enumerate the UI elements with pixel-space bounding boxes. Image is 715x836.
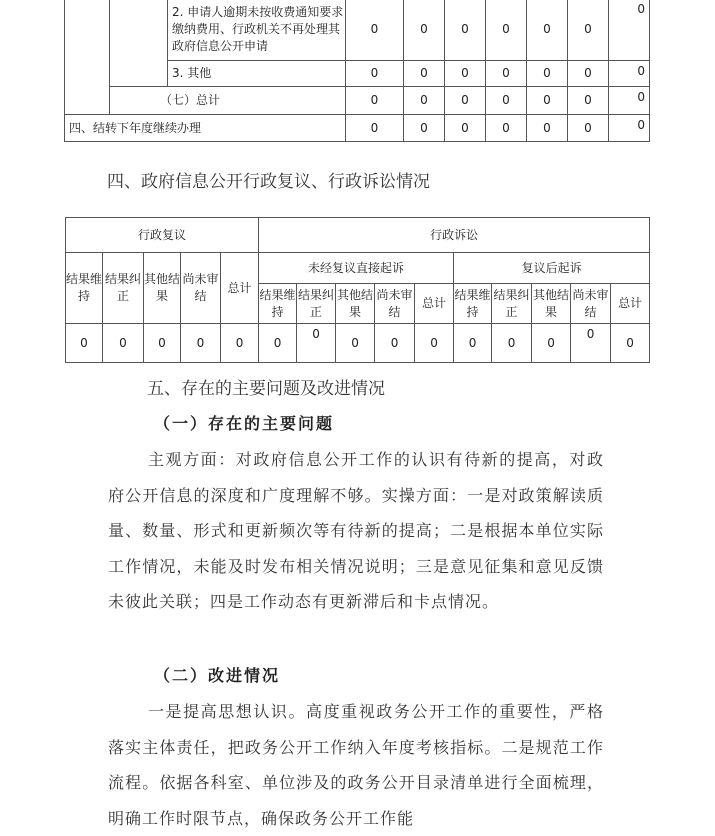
table-row bbox=[66, 218, 650, 253]
cell-value: 0 bbox=[445, 87, 486, 115]
cell-value: 0 bbox=[404, 87, 445, 115]
col-not-concluded: 尚未审结 bbox=[571, 284, 611, 324]
cell-value: 0 bbox=[346, 61, 404, 87]
table-row bbox=[66, 324, 650, 363]
header-admin-review: 行政复议 bbox=[66, 218, 259, 253]
cell-value: 0 bbox=[103, 324, 144, 363]
cell-value: 0 bbox=[415, 324, 454, 363]
cell-value: 0 bbox=[568, 87, 609, 115]
table-row bbox=[65, 87, 650, 115]
col-result-upheld: 结果维持 bbox=[454, 284, 492, 324]
cell-value: 0 bbox=[404, 61, 445, 87]
col-result-upheld: 结果维持 bbox=[259, 284, 297, 324]
cell-value: 0 bbox=[492, 324, 532, 363]
cell-value: 0 bbox=[144, 324, 181, 363]
cell-value: 0 bbox=[609, 61, 650, 87]
cell-value: 0 bbox=[259, 324, 297, 363]
section-4-title: 四、政府信息公开行政复议、行政诉讼情况 bbox=[107, 172, 430, 192]
blank-cell bbox=[65, 0, 110, 115]
cell-value: 0 bbox=[527, 87, 568, 115]
col-other-result: 其他结果 bbox=[532, 284, 571, 324]
cell-value: 0 bbox=[486, 61, 527, 87]
cell-value: 0 bbox=[609, 87, 650, 115]
blank-cell bbox=[110, 0, 168, 87]
row-label: （七）总计 bbox=[110, 87, 346, 115]
subsection-1-title: （一）存在的主要问题 bbox=[154, 414, 335, 433]
cell-value: 0 bbox=[571, 324, 611, 363]
cell-value: 0 bbox=[336, 324, 375, 363]
col-total: 总计 bbox=[221, 253, 259, 324]
cell-value: 0 bbox=[346, 115, 404, 142]
cell-value: 0 bbox=[346, 87, 404, 115]
table-row bbox=[66, 253, 650, 284]
review-litigation-table bbox=[65, 217, 650, 363]
cell-value: 0 bbox=[486, 0, 527, 61]
cell-value: 0 bbox=[66, 324, 103, 363]
col-not-concluded: 尚未审结 bbox=[375, 284, 415, 324]
row-label: 3. 其他 bbox=[168, 61, 346, 87]
col-other-result: 其他结果 bbox=[144, 253, 181, 324]
section-5-title: 五、存在的主要问题及改进情况 bbox=[147, 379, 385, 399]
header-direct-suit: 未经复议直接起诉 bbox=[259, 253, 454, 284]
cell-value: 0 bbox=[297, 324, 336, 363]
cell-value: 0 bbox=[568, 61, 609, 87]
cell-value: 0 bbox=[527, 0, 568, 61]
cell-value: 0 bbox=[404, 115, 445, 142]
cell-value: 0 bbox=[375, 324, 415, 363]
cell-value: 0 bbox=[532, 324, 571, 363]
cell-value: 0 bbox=[404, 0, 445, 61]
cell-value: 0 bbox=[221, 324, 259, 363]
col-not-concluded: 尚未审结 bbox=[181, 253, 221, 324]
disposal-table bbox=[64, 0, 650, 142]
table-row bbox=[65, 0, 650, 61]
table-row bbox=[65, 115, 650, 142]
col-total: 总计 bbox=[611, 284, 650, 324]
subsection-2-text: 一是提高思想认识。高度重视政务公开工作的重要性，严格落实主体责任，把政务公开工作纳入年度考核指标。二是规范工作流程。依据各科室、单位涉及的政务公开目录清单进行全面梳理，明确工作时限节点，确保政务公开工作能 bbox=[108, 702, 604, 828]
col-total: 总计 bbox=[415, 284, 454, 324]
row-label: 四、结转下年度继续办理 bbox=[65, 115, 346, 142]
subsection-1-text: 主观方面：对政府信息公开工作的认识有待新的提高，对政府公开信息的深度和广度理解不够。实操方面：一是对政策解读质量、数量、形式和更新频次等有待新的提高；二是根据本单位实际工作情况，未能及时发布相关情况说明；三是意见征集和意见反馈未彼此关联；四是工作动态有更新滞后和卡点情况。 bbox=[108, 450, 604, 611]
cell-value: 0 bbox=[445, 0, 486, 61]
cell-value: 0 bbox=[445, 115, 486, 142]
cell-value: 0 bbox=[568, 0, 609, 61]
col-result-corrected: 结果纠正 bbox=[103, 253, 144, 324]
cell-value: 0 bbox=[454, 324, 492, 363]
cell-value: 0 bbox=[527, 61, 568, 87]
cell-value: 0 bbox=[609, 115, 650, 142]
header-admin-litigation: 行政诉讼 bbox=[259, 218, 650, 253]
row-label: 2. 申请人逾期未按收费通知要求缴纳费用、行政机关不再处理其政府信息公开申请 bbox=[168, 0, 346, 61]
cell-value: 0 bbox=[181, 324, 221, 363]
cell-value: 0 bbox=[568, 115, 609, 142]
col-result-corrected: 结果纠正 bbox=[492, 284, 532, 324]
cell-value: 0 bbox=[346, 0, 404, 61]
subsection-2-title: （二）改进情况 bbox=[154, 666, 281, 685]
cell-value: 0 bbox=[445, 61, 486, 87]
cell-value: 0 bbox=[611, 324, 650, 363]
cell-value: 0 bbox=[486, 115, 527, 142]
cell-value: 0 bbox=[609, 0, 650, 61]
header-after-review-suit: 复议后起诉 bbox=[454, 253, 650, 284]
col-result-upheld: 结果维持 bbox=[66, 253, 103, 324]
cell-value: 0 bbox=[527, 115, 568, 142]
cell-value: 0 bbox=[486, 87, 527, 115]
col-result-corrected: 结果纠正 bbox=[297, 284, 336, 324]
col-other-result: 其他结果 bbox=[336, 284, 375, 324]
